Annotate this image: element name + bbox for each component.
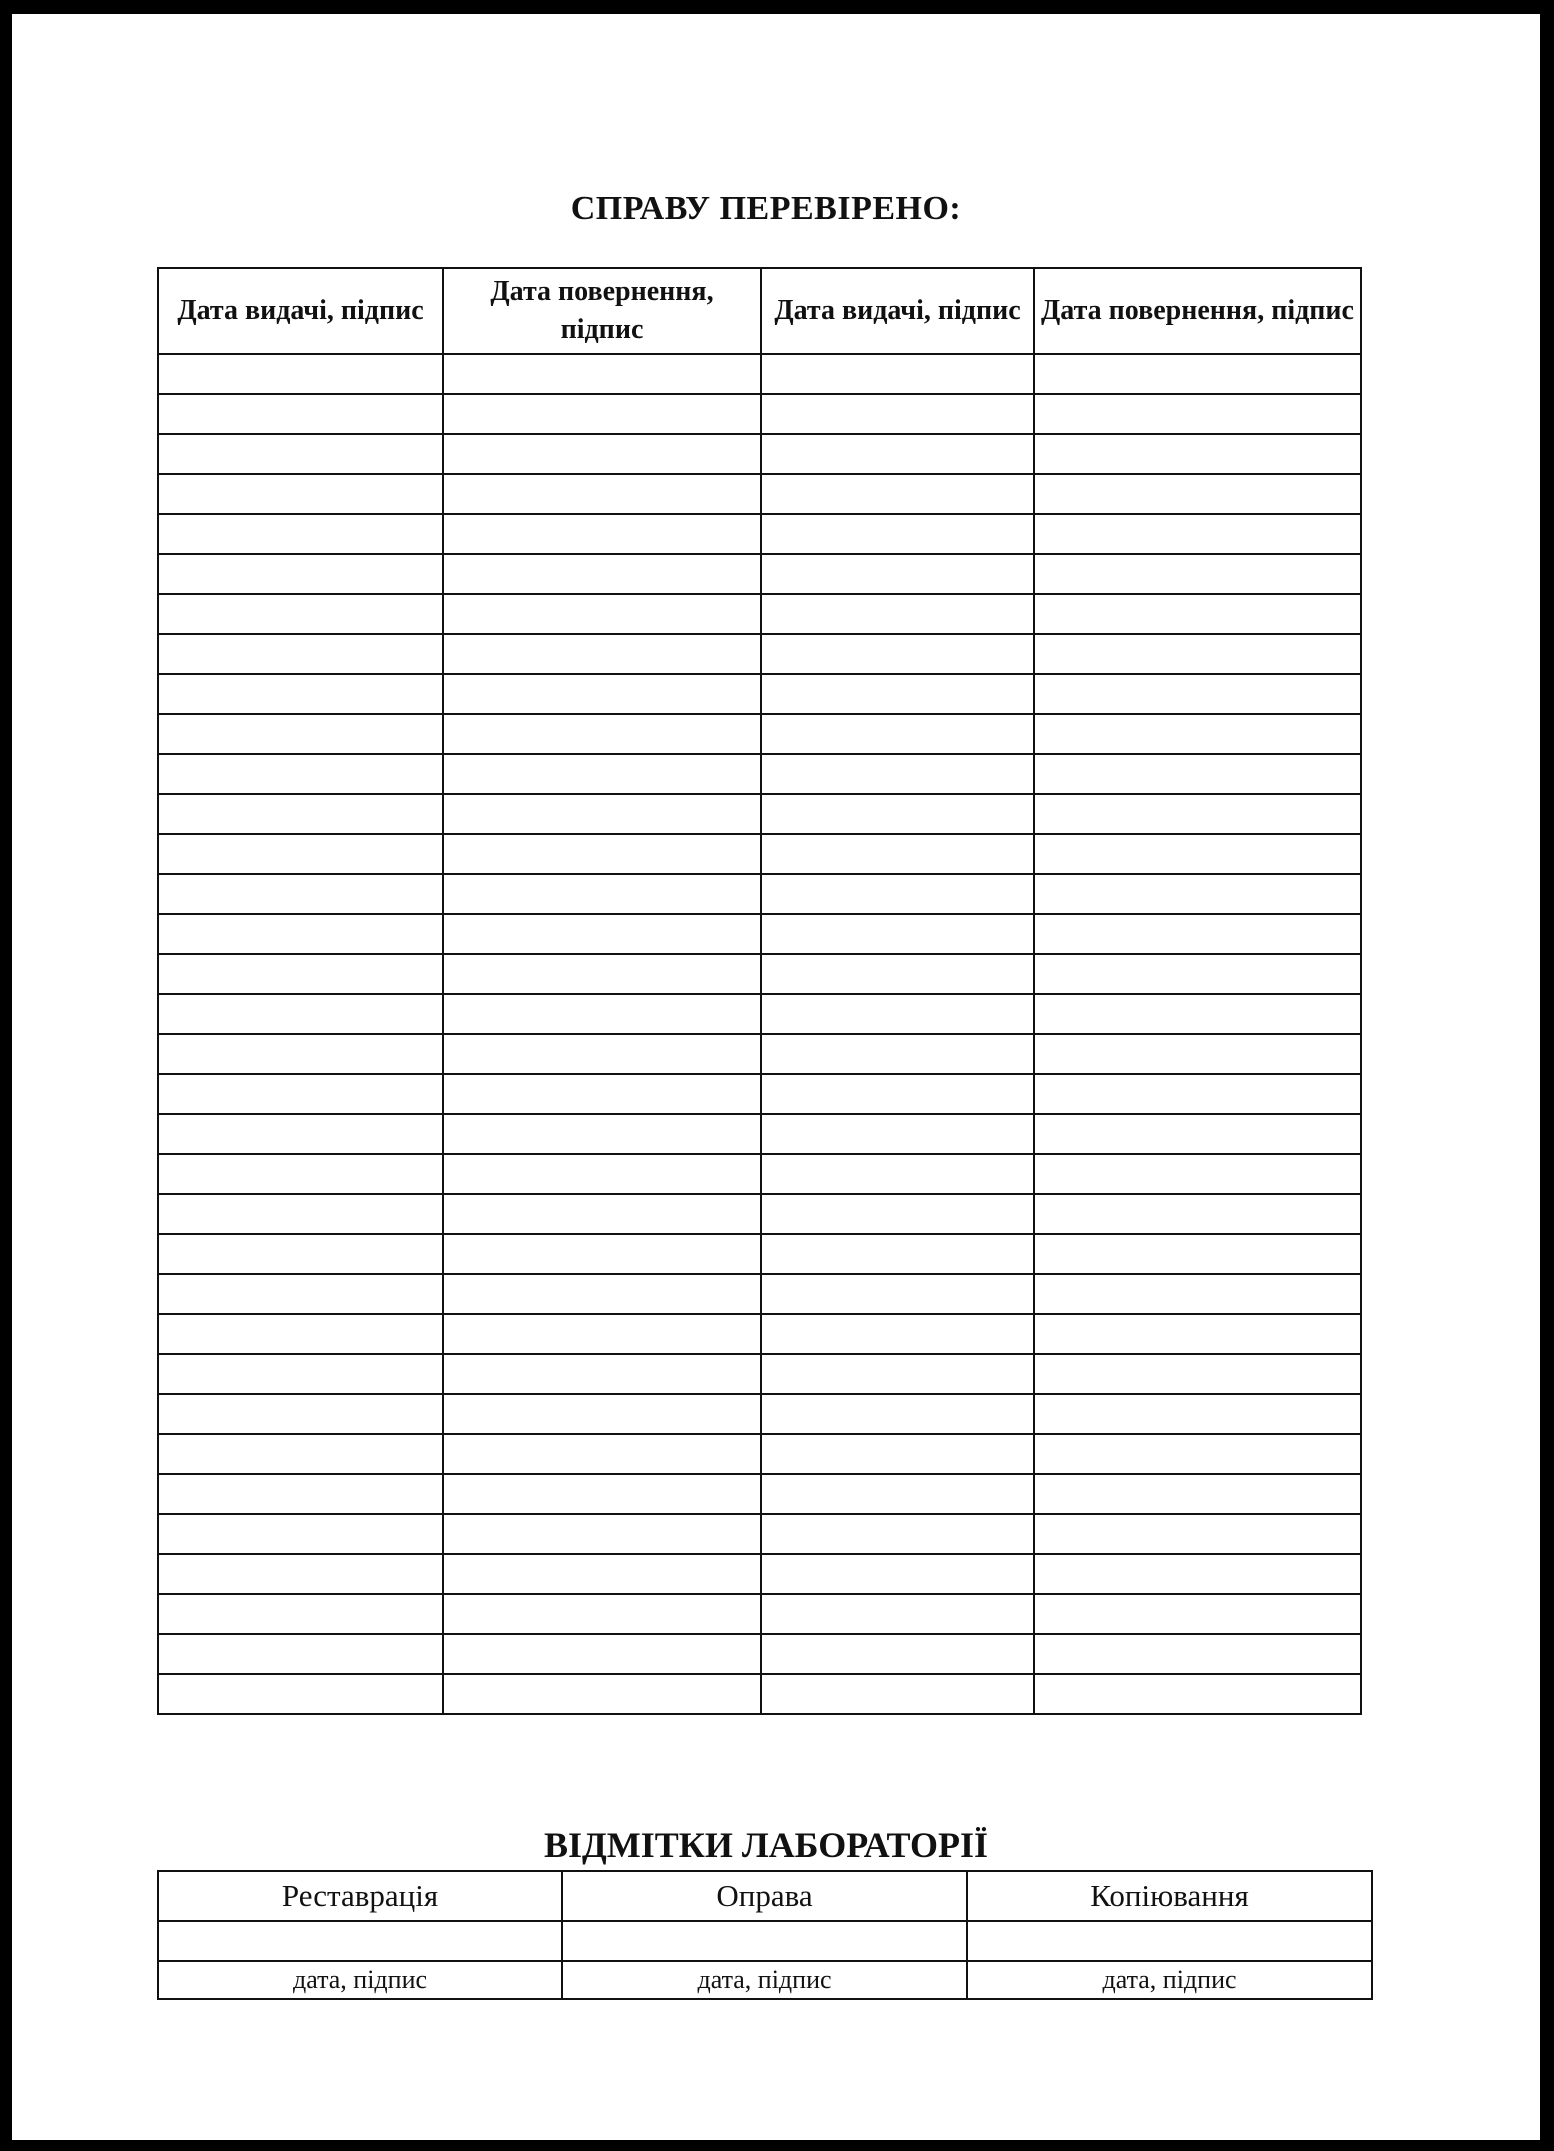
return-date-cell-1[interactable] — [443, 474, 761, 514]
return-date-cell-1[interactable] — [443, 914, 761, 954]
return-date-cell-2[interactable] — [1034, 1594, 1361, 1634]
checkout-row — [158, 714, 1361, 754]
return-date-cell-2[interactable] — [1034, 1234, 1361, 1274]
return-date-cell-2[interactable] — [1034, 874, 1361, 914]
checkout-row — [158, 394, 1361, 434]
return-date-cell-1[interactable] — [443, 714, 761, 754]
issue-date-cell-2[interactable] — [761, 1114, 1034, 1154]
issue-date-cell-2[interactable] — [761, 1394, 1034, 1434]
checkout-row — [158, 354, 1361, 394]
issue-date-cell-1[interactable] — [158, 594, 443, 634]
return-date-cell-2[interactable] — [1034, 1114, 1361, 1154]
return-date-cell-2[interactable] — [1034, 1634, 1361, 1674]
issue-date-cell-2[interactable] — [761, 754, 1034, 794]
checkout-row — [158, 754, 1361, 794]
restoration-signature-label: дата, підпис — [158, 1961, 562, 1999]
copying-signature-label: дата, підпис — [967, 1961, 1372, 1999]
return-date-cell-1[interactable] — [443, 1394, 761, 1434]
checkout-row — [158, 1594, 1361, 1634]
issue-date-cell-1[interactable] — [158, 994, 443, 1034]
issue-date-cell-1[interactable] — [158, 714, 443, 754]
return-date-cell-2[interactable] — [1034, 1434, 1361, 1474]
return-date-cell-1[interactable] — [443, 1154, 761, 1194]
issue-date-cell-2[interactable] — [761, 954, 1034, 994]
return-date-cell-1[interactable] — [443, 674, 761, 714]
return-date-cell-1[interactable] — [443, 1594, 761, 1634]
issue-date-cell-1[interactable] — [158, 1634, 443, 1674]
page-title: СПРАВУ ПЕРЕВІРЕНО: — [570, 190, 962, 227]
return-date-cell-1[interactable] — [443, 754, 761, 794]
issue-date-cell-2[interactable] — [761, 1194, 1034, 1234]
return-date-cell-1[interactable] — [443, 834, 761, 874]
return-date-cell-2[interactable] — [1034, 954, 1361, 994]
return-date-cell-1[interactable] — [443, 1434, 761, 1474]
issue-date-cell-2[interactable] — [761, 1514, 1034, 1554]
issue-date-cell-1[interactable] — [158, 1274, 443, 1314]
return-date-cell-1[interactable] — [443, 1234, 761, 1274]
return-date-cell-2[interactable] — [1034, 634, 1361, 674]
checkout-row — [158, 474, 1361, 514]
issue-date-cell-2[interactable] — [761, 634, 1034, 674]
restoration-entry-cell[interactable] — [158, 1921, 562, 1961]
return-date-cell-2[interactable] — [1034, 834, 1361, 874]
return-date-cell-2[interactable] — [1034, 1314, 1361, 1354]
issue-date-cell-1[interactable] — [158, 1434, 443, 1474]
return-date-cell-1[interactable] — [443, 1074, 761, 1114]
return-date-cell-1[interactable] — [443, 994, 761, 1034]
issue-date-cell-1[interactable] — [158, 1034, 443, 1074]
checkout-row — [158, 914, 1361, 954]
checkout-row — [158, 1674, 1361, 1714]
return-date-cell-2[interactable] — [1034, 1474, 1361, 1514]
return-date-cell-1[interactable] — [443, 634, 761, 674]
return-date-cell-1[interactable] — [443, 1674, 761, 1714]
issue-date-cell-1[interactable] — [158, 1234, 443, 1274]
issue-date-cell-2[interactable] — [761, 514, 1034, 554]
return-date-cell-2[interactable] — [1034, 554, 1361, 594]
issue-date-cell-1[interactable] — [158, 914, 443, 954]
lab-table — [157, 1870, 1373, 2000]
checkout-row — [158, 1514, 1361, 1554]
issue-date-cell-2[interactable] — [761, 1474, 1034, 1514]
checkout-row — [158, 1474, 1361, 1514]
checkout-header-row — [158, 268, 1361, 354]
issue-date-cell-1[interactable] — [158, 1594, 443, 1634]
issue-date-cell-1[interactable] — [158, 754, 443, 794]
issue-date-cell-2[interactable] — [761, 1594, 1034, 1634]
issue-date-cell-2[interactable] — [761, 1434, 1034, 1474]
checkout-row — [158, 554, 1361, 594]
issue-date-cell-2[interactable] — [761, 554, 1034, 594]
checkout-row — [158, 1234, 1361, 1274]
return-date-cell-1[interactable] — [443, 1194, 761, 1234]
return-date-cell-1[interactable] — [443, 1514, 761, 1554]
return-date-cell-2[interactable] — [1034, 1074, 1361, 1114]
return-date-cell-2[interactable] — [1034, 674, 1361, 714]
issue-date-cell-1[interactable] — [158, 1074, 443, 1114]
header-issue-date-1: Дата видачі, підпис — [158, 268, 443, 354]
issue-date-cell-2[interactable] — [761, 834, 1034, 874]
header-return-date-1: Дата повернення, підпис — [443, 268, 761, 354]
return-date-cell-1[interactable] — [443, 394, 761, 434]
issue-date-cell-2[interactable] — [761, 474, 1034, 514]
lab-signature-row — [158, 1961, 1372, 1999]
issue-date-cell-2[interactable] — [761, 1234, 1034, 1274]
issue-date-cell-2[interactable] — [761, 1554, 1034, 1594]
issue-date-cell-2[interactable] — [761, 1274, 1034, 1314]
checkout-row — [158, 1154, 1361, 1194]
checkout-row — [158, 634, 1361, 674]
return-date-cell-2[interactable] — [1034, 1154, 1361, 1194]
checkout-row — [158, 1194, 1361, 1234]
issue-date-cell-2[interactable] — [761, 1034, 1034, 1074]
issue-date-cell-1[interactable] — [158, 1674, 443, 1714]
return-date-cell-1[interactable] — [443, 1034, 761, 1074]
return-date-cell-2[interactable] — [1034, 1194, 1361, 1234]
issue-date-cell-2[interactable] — [761, 594, 1034, 634]
return-date-cell-1[interactable] — [443, 1114, 761, 1154]
issue-date-cell-1[interactable] — [158, 1554, 443, 1594]
return-date-cell-1[interactable] — [443, 354, 761, 394]
return-date-cell-2[interactable] — [1034, 1034, 1361, 1074]
return-date-cell-1[interactable] — [443, 594, 761, 634]
checkout-row — [158, 1274, 1361, 1314]
checkout-row — [158, 1554, 1361, 1594]
checkout-row — [158, 434, 1361, 474]
return-date-cell-1[interactable] — [443, 554, 761, 594]
issue-date-cell-1[interactable] — [158, 634, 443, 674]
lab-header-row — [158, 1871, 1372, 1921]
checkout-row — [158, 1074, 1361, 1114]
binding-entry-cell[interactable] — [562, 1921, 967, 1961]
return-date-cell-1[interactable] — [443, 1554, 761, 1594]
return-date-cell-2[interactable] — [1034, 1394, 1361, 1434]
return-date-cell-1[interactable] — [443, 1634, 761, 1674]
issue-date-cell-2[interactable] — [761, 354, 1034, 394]
issue-date-cell-1[interactable] — [158, 474, 443, 514]
checkout-row — [158, 834, 1361, 874]
header-restoration: Реставрація — [158, 1871, 562, 1921]
return-date-cell-2[interactable] — [1034, 434, 1361, 474]
return-date-cell-2[interactable] — [1034, 1554, 1361, 1594]
issue-date-cell-2[interactable] — [761, 1634, 1034, 1674]
return-date-cell-2[interactable] — [1034, 1514, 1361, 1554]
return-date-cell-1[interactable] — [443, 1474, 761, 1514]
issue-date-cell-1[interactable] — [158, 1514, 443, 1554]
checkout-row — [158, 994, 1361, 1034]
issue-date-cell-1[interactable] — [158, 1194, 443, 1234]
issue-date-cell-2[interactable] — [761, 1354, 1034, 1394]
issue-date-cell-1[interactable] — [158, 1154, 443, 1194]
issue-date-cell-2[interactable] — [761, 994, 1034, 1034]
checkout-row — [158, 1114, 1361, 1154]
checkout-row — [158, 1394, 1361, 1434]
return-date-cell-2[interactable] — [1034, 754, 1361, 794]
return-date-cell-2[interactable] — [1034, 1674, 1361, 1714]
return-date-cell-1[interactable] — [443, 794, 761, 834]
return-date-cell-2[interactable] — [1034, 914, 1361, 954]
lab-blank-row — [158, 1921, 1372, 1961]
issue-date-cell-2[interactable] — [761, 874, 1034, 914]
checkout-table-body — [158, 354, 1361, 1714]
return-date-cell-2[interactable] — [1034, 474, 1361, 514]
issue-date-cell-1[interactable] — [158, 394, 443, 434]
return-date-cell-1[interactable] — [443, 514, 761, 554]
issue-date-cell-1[interactable] — [158, 354, 443, 394]
return-date-cell-2[interactable] — [1034, 514, 1361, 554]
checkout-row — [158, 1034, 1361, 1074]
issue-date-cell-2[interactable] — [761, 914, 1034, 954]
issue-date-cell-1[interactable] — [158, 1354, 443, 1394]
header-copying: Копіювання — [967, 1871, 1372, 1921]
return-date-cell-2[interactable] — [1034, 594, 1361, 634]
checkout-row — [158, 1314, 1361, 1354]
paper-sheet — [12, 14, 1540, 2140]
issue-date-cell-1[interactable] — [158, 954, 443, 994]
return-date-cell-2[interactable] — [1034, 1354, 1361, 1394]
issue-date-cell-1[interactable] — [158, 1114, 443, 1154]
issue-date-cell-2[interactable] — [761, 1074, 1034, 1114]
binding-signature-label: дата, підпис — [562, 1961, 967, 1999]
issue-date-cell-1[interactable] — [158, 1394, 443, 1434]
issue-date-cell-2[interactable] — [761, 394, 1034, 434]
issue-date-cell-2[interactable] — [761, 1674, 1034, 1714]
checkout-row — [158, 954, 1361, 994]
issue-date-cell-2[interactable] — [761, 714, 1034, 754]
lab-section-title: ВІДМІТКИ ЛАБОРАТОРІЇ — [543, 1825, 989, 1865]
issue-date-cell-2[interactable] — [761, 434, 1034, 474]
return-date-cell-1[interactable] — [443, 1274, 761, 1314]
issue-date-cell-1[interactable] — [158, 1474, 443, 1514]
return-date-cell-2[interactable] — [1034, 714, 1361, 754]
return-date-cell-1[interactable] — [443, 954, 761, 994]
issue-date-cell-1[interactable] — [158, 554, 443, 594]
return-date-cell-2[interactable] — [1034, 354, 1361, 394]
checkout-row — [158, 794, 1361, 834]
issue-date-cell-1[interactable] — [158, 434, 443, 474]
issue-date-cell-2[interactable] — [761, 674, 1034, 714]
copying-entry-cell[interactable] — [967, 1921, 1372, 1961]
return-date-cell-2[interactable] — [1034, 994, 1361, 1034]
issue-date-cell-2[interactable] — [761, 794, 1034, 834]
checkout-row — [158, 514, 1361, 554]
issue-date-cell-2[interactable] — [761, 1154, 1034, 1194]
issue-date-cell-1[interactable] — [158, 794, 443, 834]
checkout-row — [158, 1434, 1361, 1474]
issue-date-cell-2[interactable] — [761, 1314, 1034, 1354]
issue-date-cell-1[interactable] — [158, 874, 443, 914]
checkout-table — [157, 267, 1362, 1715]
checkout-row — [158, 594, 1361, 634]
header-binding: Оправа — [562, 1871, 967, 1921]
issue-date-cell-1[interactable] — [158, 674, 443, 714]
checkout-row — [158, 874, 1361, 914]
return-date-cell-1[interactable] — [443, 1314, 761, 1354]
header-issue-date-2: Дата видачі, підпис — [761, 268, 1034, 354]
return-date-cell-1[interactable] — [443, 1354, 761, 1394]
checkout-row — [158, 1354, 1361, 1394]
issue-date-cell-1[interactable] — [158, 514, 443, 554]
return-date-cell-2[interactable] — [1034, 1274, 1361, 1314]
issue-date-cell-1[interactable] — [158, 834, 443, 874]
issue-date-cell-1[interactable] — [158, 1314, 443, 1354]
return-date-cell-2[interactable] — [1034, 394, 1361, 434]
checkout-row — [158, 674, 1361, 714]
return-date-cell-2[interactable] — [1034, 794, 1361, 834]
checkout-row — [158, 1634, 1361, 1674]
header-return-date-2: Дата повернення, підпис — [1034, 268, 1361, 354]
return-date-cell-1[interactable] — [443, 434, 761, 474]
return-date-cell-1[interactable] — [443, 874, 761, 914]
